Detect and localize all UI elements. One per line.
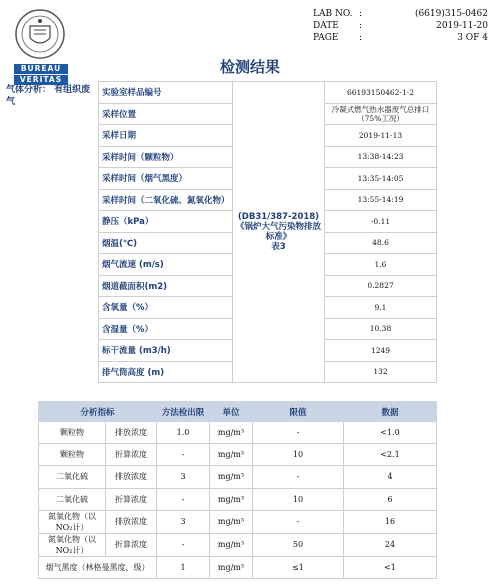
sampling-value: 1.6	[325, 254, 437, 276]
lab-no-label: LAB NO.	[313, 9, 353, 19]
result-unit: mg/m³	[210, 466, 253, 488]
sampling-value: 2019-11-13	[325, 125, 437, 147]
result-detection-limit: -	[157, 533, 210, 556]
result-unit: mg/m³	[210, 444, 253, 466]
result-limit: -	[253, 422, 344, 444]
result-type: 排放浓度	[106, 422, 157, 444]
result-limit: -	[253, 510, 344, 533]
result-detection-limit: -	[157, 488, 210, 510]
sampling-value: 13:35-14:05	[325, 168, 437, 190]
result-limit: 50	[253, 533, 344, 556]
result-detection-limit: -	[157, 444, 210, 466]
logo-word-bureau: BUREAU	[14, 64, 68, 74]
sampling-label: 烟气流速 (m/s)	[99, 254, 233, 276]
result-data: 24	[344, 533, 437, 556]
sampling-value: -0.11	[325, 211, 437, 233]
results-table	[38, 401, 437, 579]
result-unit: mg/m³	[210, 422, 253, 444]
page-label: PAGE	[313, 33, 339, 43]
sampling-row	[99, 82, 437, 104]
result-item: 颗粒物	[39, 422, 106, 444]
result-item: 烟气黑度（林格曼黑度，级）	[39, 556, 157, 578]
result-row	[39, 466, 437, 488]
sampling-label: 采样时间（颗粒物）	[99, 146, 233, 168]
result-item: 氮氧化物（以NO₂计）	[39, 510, 106, 533]
sampling-label: 采样位置	[99, 103, 233, 125]
sampling-label: 排气筒高度 (m)	[99, 361, 233, 383]
result-type: 折算浓度	[106, 488, 157, 510]
sample-type: 气体分析： 有组织废气	[6, 85, 91, 107]
sampling-label: 含氧量（%）	[99, 297, 233, 319]
result-limit: ≤1	[253, 556, 344, 578]
sampling-label: 烟道截面积(m2)	[99, 275, 233, 297]
result-row	[39, 488, 437, 510]
sampling-value: 1249	[325, 340, 437, 362]
result-row	[39, 422, 437, 444]
result-data: <1	[344, 556, 437, 578]
result-detection-limit: 3	[157, 466, 210, 488]
bureau-veritas-seal-icon	[14, 8, 66, 60]
sampling-value: 9.1	[325, 297, 437, 319]
result-limit: -	[253, 466, 344, 488]
result-detection-limit: 1.0	[157, 422, 210, 444]
result-unit: mg/m³	[210, 488, 253, 510]
result-limit: 10	[253, 488, 344, 510]
result-item: 二氧化硫	[39, 488, 106, 510]
sampling-value: 冷凝式燃气热水器废气总排口（75%工况）	[325, 103, 437, 125]
result-row	[39, 533, 437, 556]
header-analysis-item: 分析指标	[39, 402, 157, 422]
result-data: 6	[344, 488, 437, 510]
sampling-value: 132	[325, 361, 437, 383]
result-type: 折算浓度	[106, 444, 157, 466]
sampling-value: 66193150462-1-2	[325, 82, 437, 104]
standard-table: 表3	[271, 242, 286, 252]
result-type: 折算浓度	[106, 533, 157, 556]
page-title: 检测结果	[219, 58, 280, 76]
result-row	[39, 556, 437, 578]
report-meta-values	[415, 8, 488, 44]
sampling-value: 0.2827	[325, 275, 437, 297]
result-row	[39, 444, 437, 466]
sampling-value: 10.38	[325, 318, 437, 340]
sampling-label: 静压（kPa）	[99, 211, 233, 233]
date-value: 2019-11-20	[436, 21, 488, 31]
result-limit: 10	[253, 444, 344, 466]
standard-reference	[233, 82, 325, 383]
sampling-label: 标干流量 (m3/h)	[99, 340, 233, 362]
result-row	[39, 510, 437, 533]
header-unit: 单位	[210, 402, 253, 422]
result-item: 氮氧化物（以NO₂计）	[39, 533, 106, 556]
sampling-label: 实验室样品编号	[99, 82, 233, 104]
sampling-value: 48.6	[325, 232, 437, 254]
standard-name: 《锅炉大气污染物排放标准》	[236, 222, 322, 242]
result-unit: mg/m³	[210, 556, 253, 578]
result-type: 排放浓度	[106, 510, 157, 533]
sampling-label: 含湿量（%）	[99, 318, 233, 340]
result-unit: mg/m³	[210, 533, 253, 556]
sampling-value: 13:38-14:23	[325, 146, 437, 168]
result-data: <1.0	[344, 422, 437, 444]
result-item: 颗粒物	[39, 444, 106, 466]
logo-word-veritas: VERITAS	[14, 75, 68, 85]
result-type: 排放浓度	[106, 466, 157, 488]
result-unit: mg/m³	[210, 510, 253, 533]
result-data: 4	[344, 466, 437, 488]
sampling-value: 13:55-14:19	[325, 189, 437, 211]
header-limit: 限值	[253, 402, 344, 422]
result-data: 16	[344, 510, 437, 533]
result-item: 二氧化硫	[39, 466, 106, 488]
sampling-label: 采样时间（二氧化硫、氮氧化物）	[99, 189, 233, 211]
sampling-info-table	[98, 81, 437, 383]
result-data: <2.1	[344, 444, 437, 466]
result-detection-limit: 1	[157, 556, 210, 578]
sampling-label: 采样时间（烟气黑度）	[99, 168, 233, 190]
result-detection-limit: 3	[157, 510, 210, 533]
page-value: 3 OF 4	[457, 33, 488, 43]
lab-no-value: (6619)315-0462	[414, 9, 488, 19]
sampling-label: 采样日期	[99, 125, 233, 147]
standard-code: (DB31/387-2018)	[237, 212, 320, 222]
results-header-row	[39, 402, 437, 422]
sampling-label: 烟温(℃)	[99, 232, 233, 254]
date-label: DATE	[313, 21, 339, 31]
header-detection-limit: 方法检出限	[157, 402, 210, 422]
header-data: 数据	[344, 402, 437, 422]
report-meta-labels: LAB NO. : DATE : PAGE :	[313, 9, 363, 43]
